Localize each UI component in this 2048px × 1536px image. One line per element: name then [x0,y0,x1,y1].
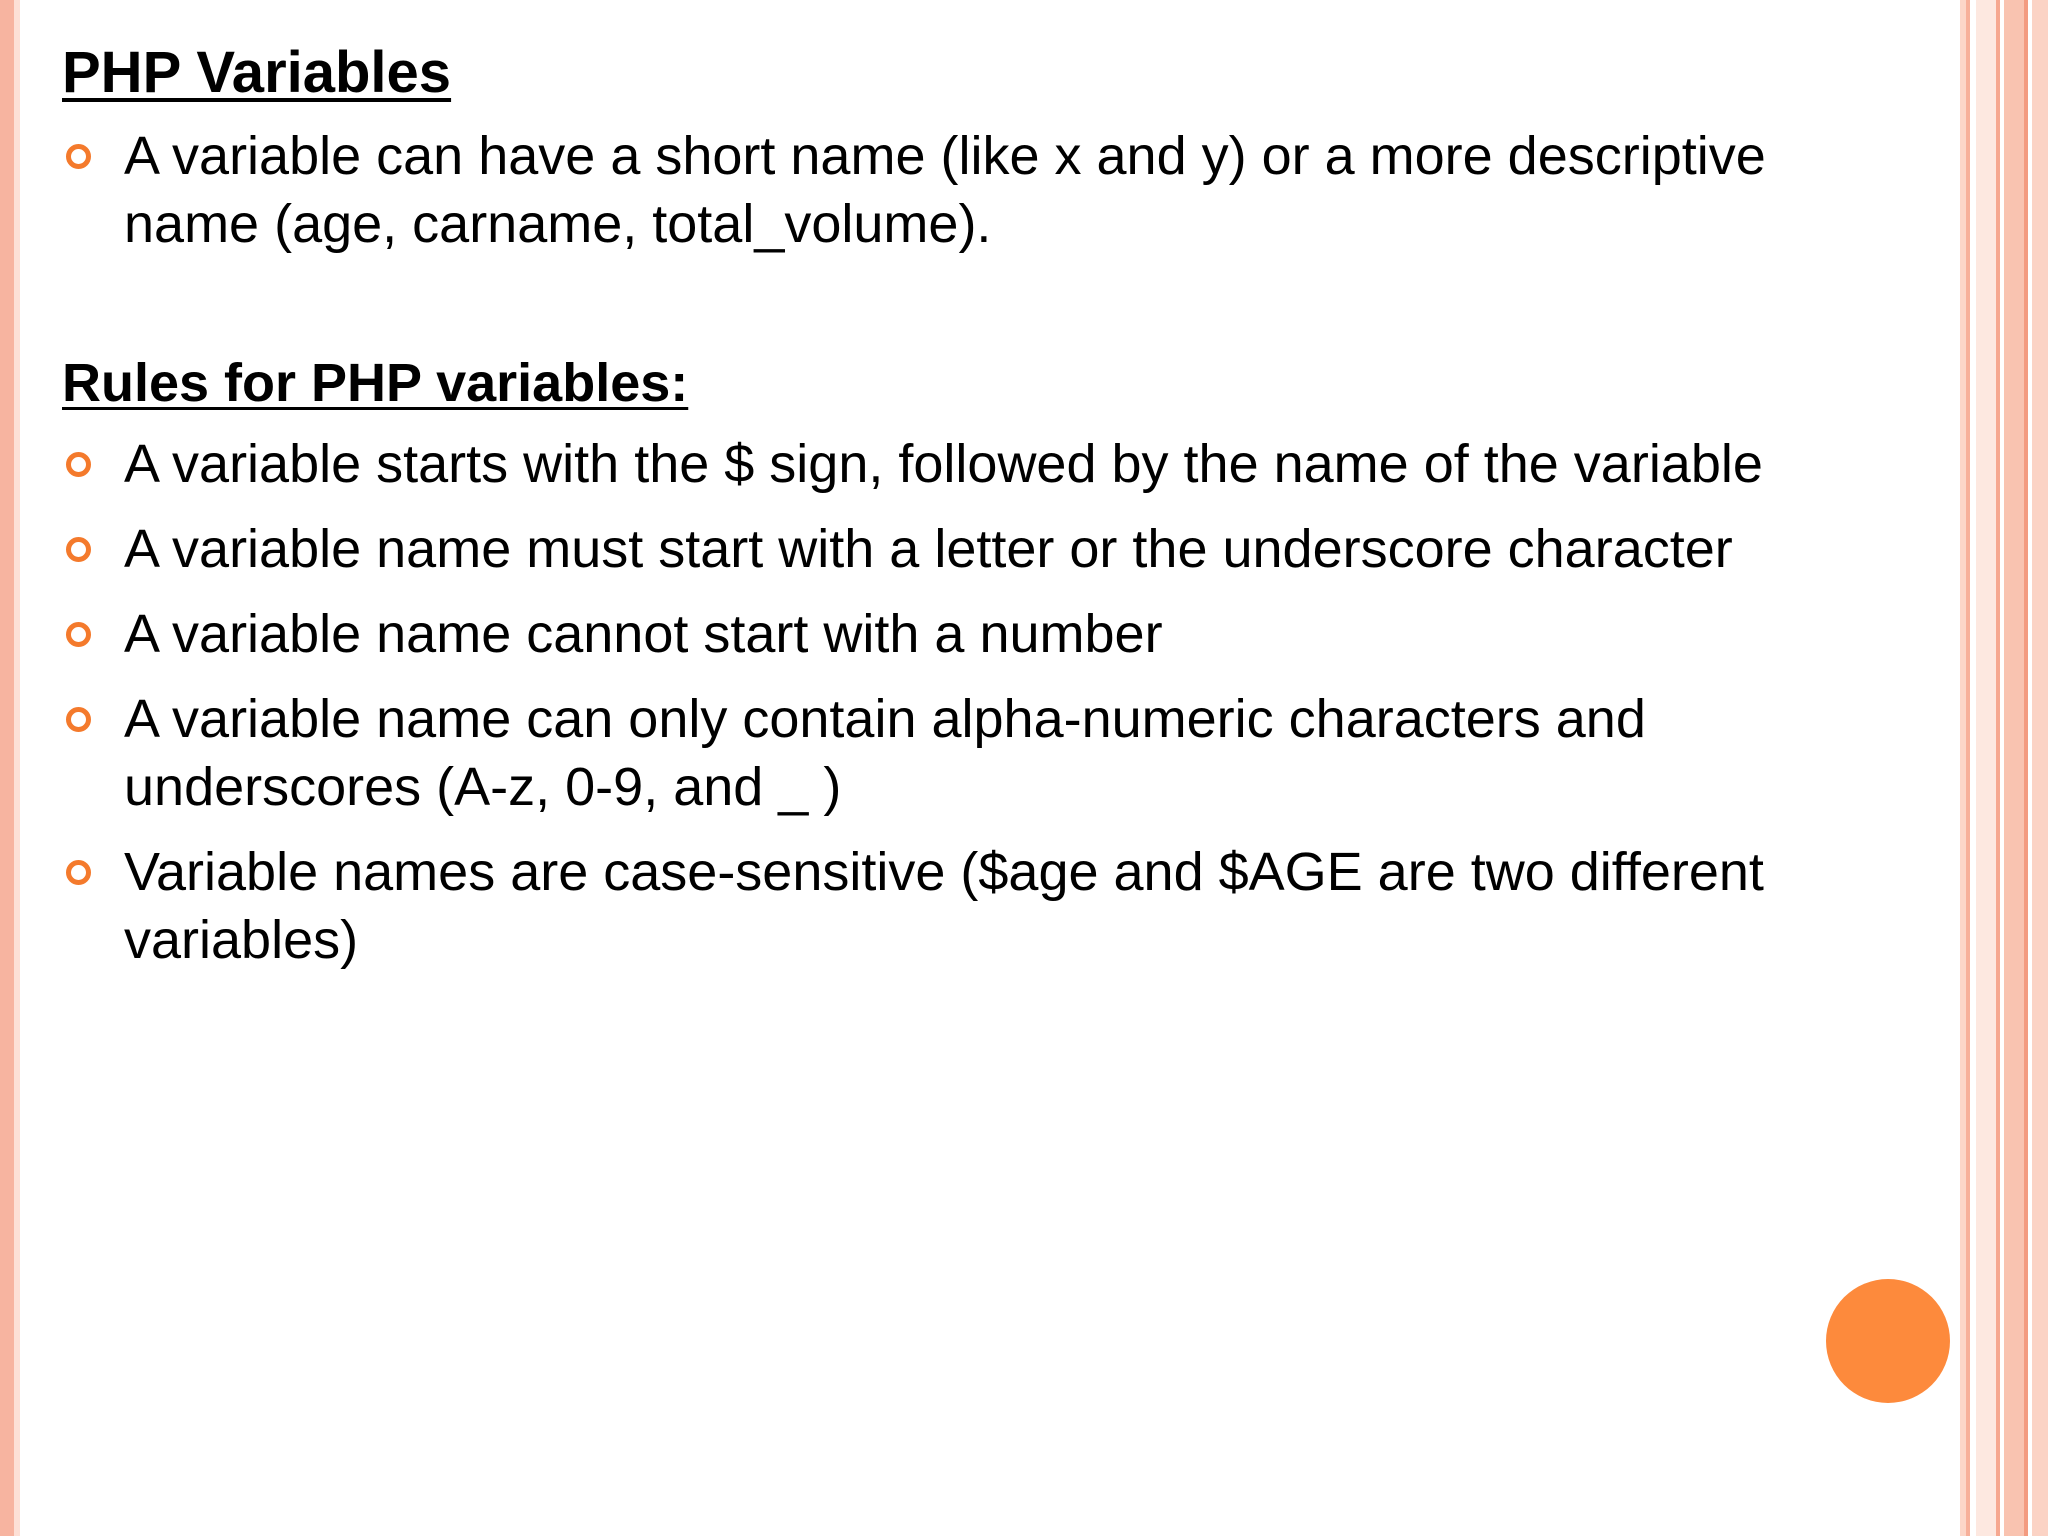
bullet-text: A variable starts with the $ sign, followed by the name of the variable [124,434,1763,494]
left-border-stripe [0,0,14,1536]
right-border-line [1996,0,2000,1536]
list-item-intro [62,122,1914,258]
bullet-text: Variable names are case-sensitive ($age and $AGE are two different variables) [124,842,1764,970]
slide-content [62,38,1862,974]
hollow-circle-icon [66,537,91,562]
list-item-rule [62,430,1924,498]
hollow-circle-icon [66,622,91,647]
bullet-text: A variable name cannot start with a number [124,604,1163,664]
orange-circle-decoration [1826,1279,1950,1403]
left-border-inner-stripe [14,0,20,1536]
right-border-line [2024,0,2028,1536]
right-border-band [1976,0,1996,1536]
list-item-rule [62,685,1824,821]
slide-title: PHP Variables [62,40,452,105]
right-border-line [1966,0,1970,1536]
bullet-text: A variable name can only contain alpha-numeric characters and underscores (A-z, 0-9, and _ ) [124,689,1646,817]
right-border-band [2004,0,2024,1536]
hollow-circle-icon [66,452,91,477]
bullet-text: A variable name must start with a letter or the underscore character [124,519,1733,579]
list-item-rule [62,515,1862,583]
hollow-circle-icon [66,860,91,885]
rules-heading: Rules for PHP variables: [62,353,689,413]
bullet-text: A variable can have a short name (like x and y) or a more descriptive name (age, carname, total_volume). [124,126,1766,254]
list-item-rule [62,600,1862,668]
list-item-rule [62,838,1924,974]
right-border-band [2032,0,2048,1536]
hollow-circle-icon [66,144,91,169]
hollow-circle-icon [66,707,91,732]
